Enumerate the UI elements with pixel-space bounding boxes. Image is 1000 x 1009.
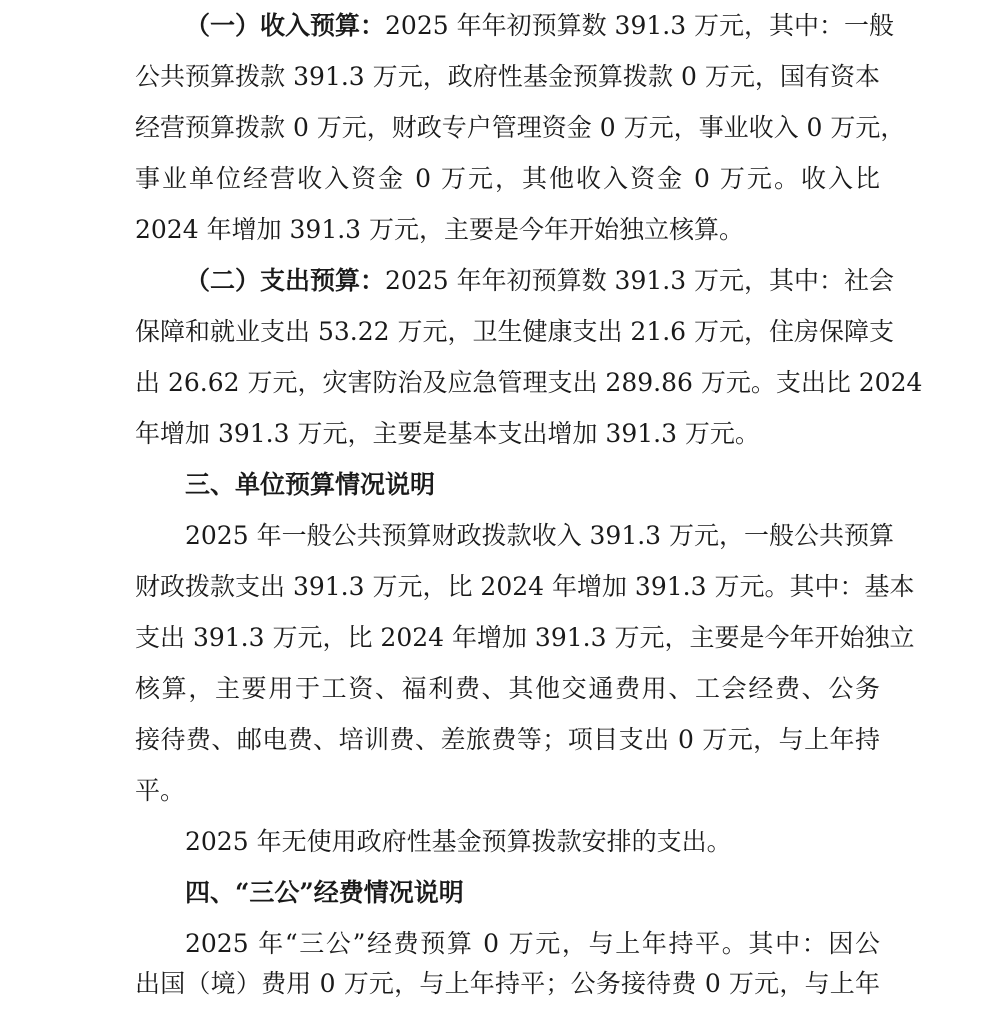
paragraph-line-14: 核算，主要用于工资、福利费、其他交通费用、工会经费、公务	[135, 674, 880, 703]
paragraph-line-19: 2025 年“三公”经费预算 0 万元，与上年持平。其中：因公	[185, 929, 880, 958]
paragraph-line-9: 年增加 391.3 万元，主要是基本支出增加 391.3 万元。	[135, 419, 760, 448]
paragraph-line-2: 公共预算拨款 391.3 万元，政府性基金预算拨款 0 万元，国有资本	[135, 62, 880, 91]
section-heading-three-public: 四、“三公”经费情况说明	[185, 878, 464, 907]
paragraph-line-15: 接待费、邮电费、培训费、差旅费等；项目支出 0 万元，与上年持	[135, 725, 880, 754]
paragraph-line-5: 2024 年增加 391.3 万元，主要是今年开始独立核算。	[135, 215, 745, 244]
section-lead-income: （一）收入预算：	[185, 11, 386, 40]
paragraph-line-20: 出国（境）费用 0 万元，与上年持平；公务接待费 0 万元，与上年	[135, 969, 880, 998]
paragraph-line-3: 经营预算拨款 0 万元，财政专户管理资金 0 万元，事业收入 0 万元，	[135, 113, 906, 142]
section-lead-expense: （二）支出预算：	[185, 266, 386, 295]
paragraph-line-4: 事业单位经营收入资金 0 万元，其他收入资金 0 万元。收入比	[135, 164, 880, 193]
paragraph-line-13: 支出 391.3 万元，比 2024 年增加 391.3 万元，主要是今年开始独立	[135, 623, 915, 652]
paragraph-line-17: 2025 年无使用政府性基金预算拨款安排的支出。	[185, 827, 732, 856]
paragraph-line-7: 保障和就业支出 53.22 万元，卫生健康支出 21.6 万元，住房保障支	[135, 317, 895, 346]
paragraph-line-6: （二）支出预算：2025 年年初预算数 391.3 万元，其中：社会	[185, 266, 895, 295]
paragraph-line-12: 财政拨款支出 391.3 万元，比 2024 年增加 391.3 万元。其中：基本	[135, 572, 915, 601]
paragraph-line-8: 出 26.62 万元，灾害防治及应急管理支出 289.86 万元。支出比 2024	[135, 368, 923, 397]
paragraph-line-1: （一）收入预算：2025 年年初预算数 391.3 万元，其中：一般	[185, 11, 895, 40]
section-heading-unit-budget: 三、单位预算情况说明	[185, 470, 436, 499]
paragraph-line-16: 平。	[135, 776, 186, 805]
paragraph-line-11: 2025 年一般公共预算财政拨款收入 391.3 万元，一般公共预算	[185, 521, 895, 550]
